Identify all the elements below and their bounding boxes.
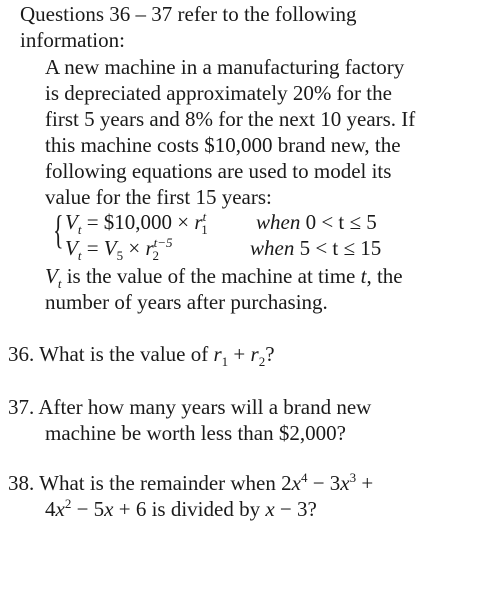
- eq2-cond-word: when: [250, 236, 295, 260]
- q37-line-1: After how many years will a brand new: [38, 395, 372, 419]
- q36-r1-sub: 1: [221, 354, 229, 369]
- eq2-r: r: [145, 236, 154, 260]
- eq1-cond-word: when: [256, 210, 301, 234]
- q38-x1: x: [291, 471, 301, 495]
- q38-sup1: 4: [300, 470, 308, 485]
- q38-x5: x: [265, 497, 275, 521]
- q38-x4: x: [104, 497, 114, 521]
- passage-line-5: following equations are used to model its: [45, 159, 392, 183]
- eq1-r: r: [194, 210, 203, 234]
- q36-text: What is the value of: [39, 342, 214, 366]
- eq1-v: V: [65, 210, 78, 234]
- q38-l1-a: What is the remainder when 2: [39, 471, 292, 495]
- eq1-v-sub: t: [77, 222, 82, 237]
- passage-line-2: is depreciated approximately 20% for the: [45, 81, 392, 105]
- eq2-times: ×: [123, 236, 146, 260]
- eq2-v: V: [65, 236, 78, 260]
- q38-sup3: 2: [64, 496, 72, 511]
- intro-line-2: information:: [20, 28, 125, 52]
- q38-x3: x: [55, 497, 65, 521]
- passage-line-3: first 5 years and 8% for the next 10 years. If: [45, 107, 416, 131]
- question-38-line-2: [45, 497, 317, 521]
- definition-line-1: [45, 264, 403, 291]
- eq1-mid: = $10,000 ×: [81, 210, 195, 234]
- q38-l2-d: − 3?: [274, 497, 317, 521]
- def-v-sub: t: [57, 276, 62, 291]
- q38-l2-c: + 6 is divided by: [113, 497, 266, 521]
- q38-l2-b: − 5: [71, 497, 105, 521]
- q37-number: 37.: [8, 395, 35, 419]
- q36-r2-sub: 2: [258, 354, 266, 369]
- q37-line-2: machine be worth less than $2,000?: [45, 421, 346, 445]
- eq1-cond: 0 < t ≤ 5: [300, 210, 377, 234]
- q36-plus: +: [228, 342, 251, 366]
- eq2-r-sup: t−5: [153, 235, 173, 250]
- q38-sup2: 3: [349, 470, 357, 485]
- q38-number: 38.: [8, 471, 35, 495]
- equation-brace: {: [53, 207, 64, 252]
- question-37-line-1: [8, 395, 371, 419]
- eq2-eq: =: [81, 236, 104, 260]
- eq2-cond: 5 < t ≤ 15: [294, 236, 382, 260]
- eq1-r-sub: 1: [201, 222, 208, 237]
- def-text-2: , the: [366, 264, 403, 288]
- eq2-v5: V: [103, 236, 117, 260]
- eq2-v-sub: t: [77, 248, 82, 263]
- passage-line-1: A new machine in a manufacturing factory: [45, 55, 405, 79]
- q38-x2: x: [340, 471, 350, 495]
- definition-line-2: number of years after purchasing.: [45, 290, 328, 314]
- def-text-1: is the value of the machine at time: [61, 264, 361, 288]
- equation-1: [65, 209, 208, 237]
- equation-2: [65, 235, 173, 263]
- equation-1-condition: [256, 210, 377, 234]
- eq2-v5-sub: 5: [116, 248, 124, 263]
- q38-l1-c: +: [356, 471, 374, 495]
- q36-end: ?: [265, 342, 275, 366]
- question-38-line-1: [8, 471, 373, 495]
- eq2-r-sub: 2: [152, 248, 160, 263]
- passage-line-4: this machine costs $10,000 brand new, the: [45, 133, 401, 157]
- eq1-r-sup: t: [202, 209, 207, 224]
- def-v: V: [45, 264, 58, 288]
- q36-r2: r: [250, 342, 259, 366]
- q38-l1-b: − 3: [307, 471, 341, 495]
- q36-number: 36.: [8, 342, 35, 366]
- passage-line-6: value for the first 15 years:: [45, 185, 272, 209]
- intro-line-1: Questions 36 – 37 refer to the following: [20, 2, 357, 26]
- q36-r1: r: [213, 342, 222, 366]
- def-t: t: [360, 264, 367, 288]
- equation-2-condition: [250, 236, 381, 260]
- question-36: [8, 342, 275, 369]
- q38-l2-a: 4: [45, 497, 56, 521]
